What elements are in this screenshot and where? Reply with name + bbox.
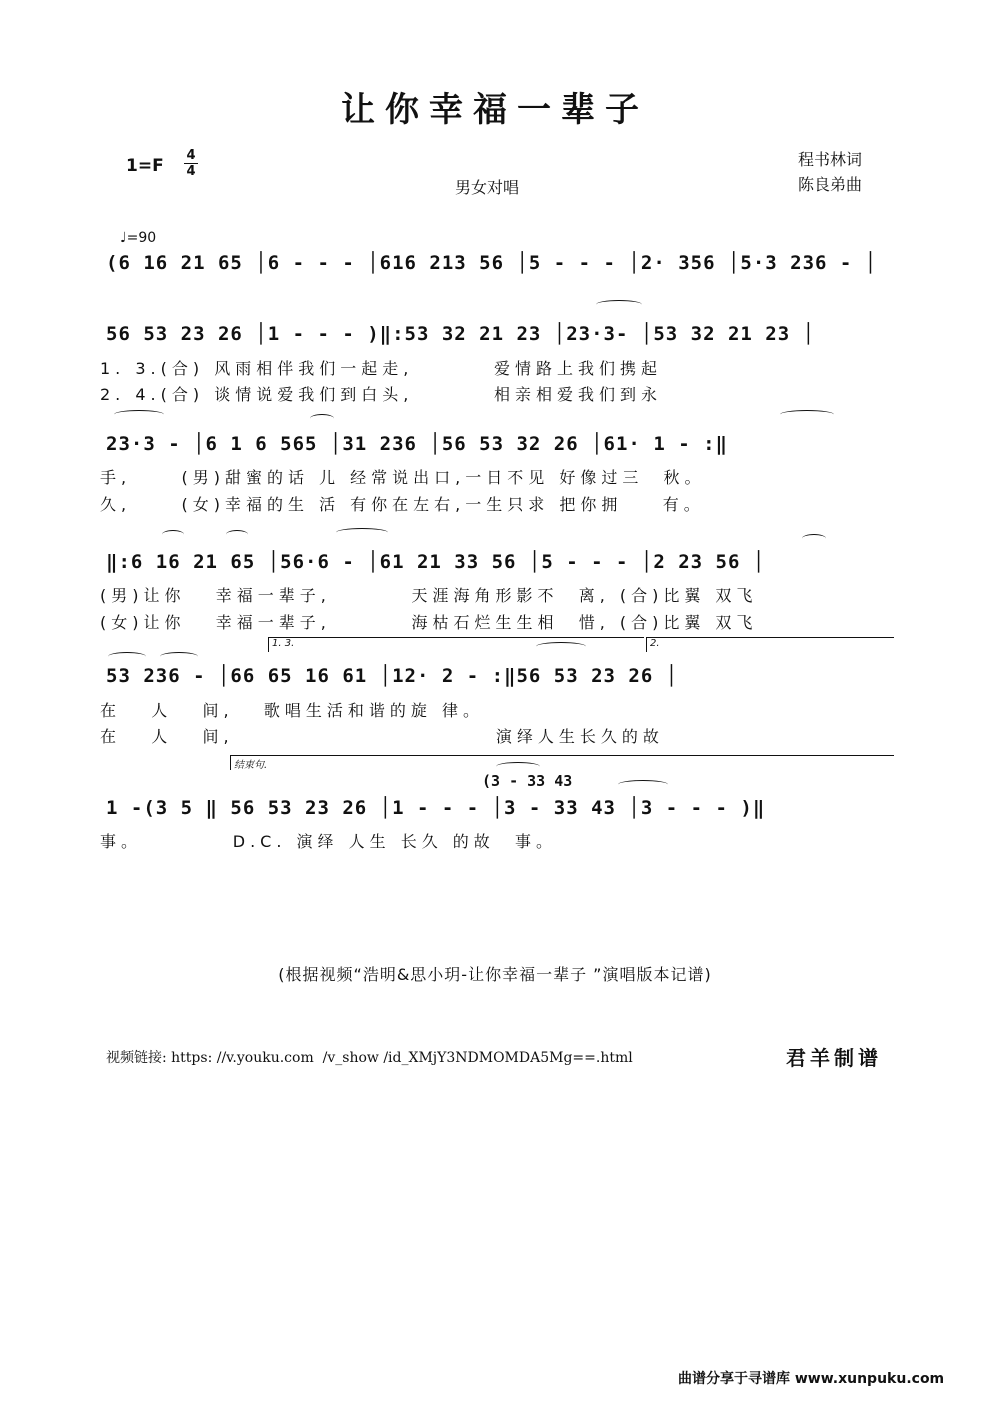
tie-mark	[780, 410, 834, 419]
tie-mark	[160, 652, 198, 661]
ossia-notes: (3 - 33 43	[482, 772, 573, 790]
volta-bracket-ending: 结束句.	[230, 755, 894, 770]
volta-bracket-1: 1. 3.	[268, 637, 644, 652]
lyric-row-2-verse-2: 2. 4.(合) 谈情说爱我们到白头, 相亲相爱我们到永	[100, 385, 662, 404]
music-row-1: (6 16 21 65 │6 - - - │616 213 56 │5 - - - │2· 356 │5·3 236 - │	[106, 252, 878, 274]
tie-mark	[114, 410, 164, 419]
composer-credit: 陈良弟曲	[798, 175, 863, 194]
lyric-row-2-verse-1: 1. 3.(合) 风雨相伴我们一起走, 爱情路上我们携起	[100, 359, 662, 378]
time-signature	[184, 149, 198, 178]
tie-mark	[336, 528, 388, 537]
lyric-row-4-verse-1: (男)让你 幸福一辈子, 天涯海角形影不 离, (合)比翼 双飞	[100, 586, 758, 605]
performance-note: 男女对唱	[455, 178, 520, 197]
lyric-row-3-verse-2: 久, (女)幸福的生 活 有你在左右,一生只求 把你拥 有。	[100, 495, 705, 514]
key-signature: 1=F	[126, 156, 164, 176]
tempo-marking: ♩=90	[120, 230, 157, 246]
tie-mark	[108, 652, 146, 661]
tie-mark	[618, 780, 668, 789]
source-note: (根据视频“浩明&思小玥-让你幸福一辈子 ”演唱版本记谱)	[278, 965, 712, 984]
lyric-row-5-verse-2: 在 人 间, 演绎人生长久的故	[100, 727, 664, 746]
lyricist-credit: 程书林词	[798, 150, 863, 169]
music-row-5: 53 236 - │66 65 16 61 │12· 2 - :‖56 53 23 26 │	[106, 665, 679, 687]
video-link: 视频链接: https: //v.youku.com /v_show /id_XMjY3NDMOMDA5Mg==.html	[106, 1050, 633, 1066]
tie-mark	[310, 414, 334, 423]
music-row-4: ‖:6 16 21 65 │56·6 - │61 21 33 56 │5 - - - │2 23 56 │	[106, 551, 766, 573]
footer-credit: 曲谱分享于寻谱库 www.xunpuku.com	[678, 1371, 945, 1387]
time-sig-top: 4	[186, 148, 196, 163]
tie-mark	[596, 300, 642, 309]
lyric-row-5-verse-1: 在 人 间, 歌唱生活和谐的旋 律。	[100, 701, 484, 720]
tie-mark	[802, 534, 826, 543]
time-sig-bottom: 4	[186, 164, 196, 179]
tie-mark	[162, 530, 184, 539]
music-row-2: 56 53 23 26 │1 - - - )‖:53 32 21 23 │23·3- │53 32 21 23 │	[106, 323, 816, 345]
lyric-row-3-verse-1: 手, (男)甜蜜的话 儿 经常说出口,一日不见 好像过三 秋。	[100, 468, 706, 487]
tie-mark	[226, 530, 248, 539]
tie-mark	[496, 762, 540, 771]
tie-mark	[536, 642, 586, 651]
song-title: 让你幸福一辈子	[341, 90, 649, 130]
music-row-3: 23·3 - │6 1 6 565 │31 236 │56 53 32 26 │61· 1 - :‖	[106, 433, 728, 455]
lyric-row-6-verse-1: 事。 D.C. 演绎 人生 长久 的故 事。	[100, 832, 557, 851]
music-row-6: 1 -(3 5 ‖ 56 53 23 26 │1 - - - │3 - 33 43 │3 - - - )‖	[106, 797, 766, 819]
volta-bracket-2: 2.	[646, 637, 894, 652]
transcriber-seal: 君羊制谱	[786, 1046, 882, 1070]
lyric-row-4-verse-2: (女)让你 幸福一辈子, 海枯石烂生生相 惜, (合)比翼 双飞	[100, 613, 758, 632]
